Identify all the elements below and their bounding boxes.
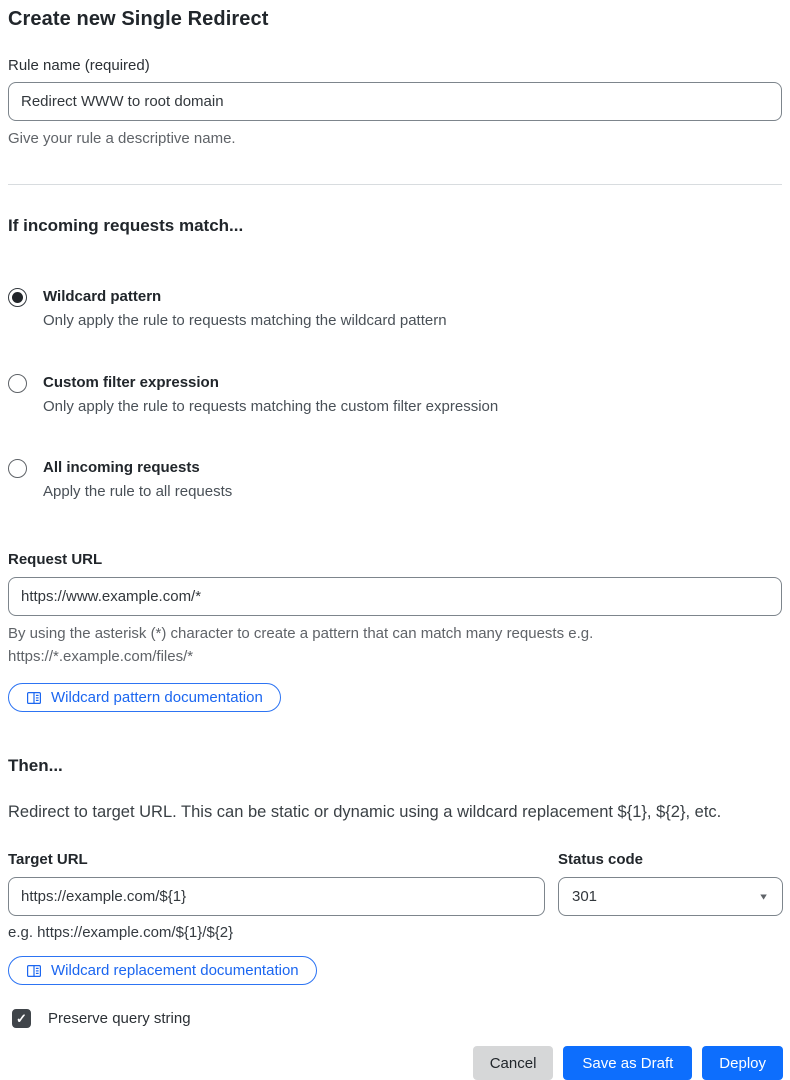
radio-dot [12, 463, 23, 474]
target-url-label: Target URL [8, 851, 88, 869]
chevron-down-icon: ▼ [758, 892, 769, 902]
wildcard-replacement-documentation-button[interactable] [8, 956, 317, 985]
match-section-heading: If incoming requests match... [8, 216, 244, 236]
open-book-icon [26, 690, 42, 706]
request-url-help [8, 622, 782, 669]
radio-option-description: Apply the rule to all requests [43, 483, 233, 500]
page-title: Create new Single Redirect [8, 8, 269, 30]
radio-option-all-incoming-requests[interactable] [8, 457, 782, 503]
request-url-help-line1: By using the asterisk (*) character to create a pattern that can match many requests e.g. [8, 624, 594, 642]
cancel-button[interactable]: Cancel [473, 1046, 554, 1080]
status-code-value: 301 [572, 888, 598, 906]
target-url-status-row [8, 851, 783, 916]
request-url-help-line2: https://*.example.com/files/* [8, 648, 194, 665]
radio-dot [12, 292, 23, 303]
section-divider [8, 184, 782, 185]
radio-option-description: Only apply the rule to requests matching the custom filter expression [43, 397, 499, 415]
radio-button[interactable] [8, 459, 27, 478]
radio-option-description: Only apply the rule to requests matching the wildcard pattern [43, 312, 447, 329]
save-as-draft-button[interactable]: Save as Draft [563, 1046, 692, 1080]
deploy-button[interactable]: Deploy [702, 1046, 783, 1080]
doc-button-label: Wildcard replacement documentation [51, 962, 299, 980]
request-url-input[interactable] [8, 577, 782, 616]
radio-button[interactable] [8, 374, 27, 393]
radio-button[interactable] [8, 288, 27, 307]
request-url-label: Request URL [8, 550, 103, 568]
then-section-description: Redirect to target URL. This can be static or dynamic using a wildcard replacement ${1}, ${2}, etc. [8, 803, 722, 822]
radio-dot [12, 378, 23, 389]
rule-name-input[interactable] [8, 82, 782, 121]
wildcard-pattern-documentation-button[interactable] [8, 683, 281, 712]
radio-option-label: Wildcard pattern [43, 288, 162, 306]
doc-button-label: Wildcard pattern documentation [51, 689, 263, 707]
rule-name-help: Give your rule a descriptive name. [8, 130, 236, 147]
preserve-query-row[interactable] [12, 1009, 782, 1028]
radio-option-label: All incoming requests [43, 459, 200, 477]
preserve-query-label: Preserve query string [48, 1010, 191, 1028]
checkmark-icon: ✓ [16, 1011, 27, 1027]
open-book-icon [26, 963, 42, 979]
radio-option-wildcard-pattern[interactable] [8, 286, 782, 332]
preserve-query-checkbox[interactable] [12, 1009, 31, 1028]
radio-option-label: Custom filter expression [43, 373, 219, 391]
target-url-help: e.g. https://example.com/${1}/${2} [8, 924, 234, 942]
rule-name-label: Rule name (required) [8, 57, 150, 74]
radio-option-custom-filter-expression[interactable] [8, 372, 782, 418]
target-url-input[interactable] [8, 877, 545, 916]
status-code-label: Status code [558, 851, 644, 869]
status-code-select[interactable] [558, 877, 783, 916]
form-actions [8, 1046, 783, 1080]
then-section-heading: Then... [8, 756, 63, 776]
